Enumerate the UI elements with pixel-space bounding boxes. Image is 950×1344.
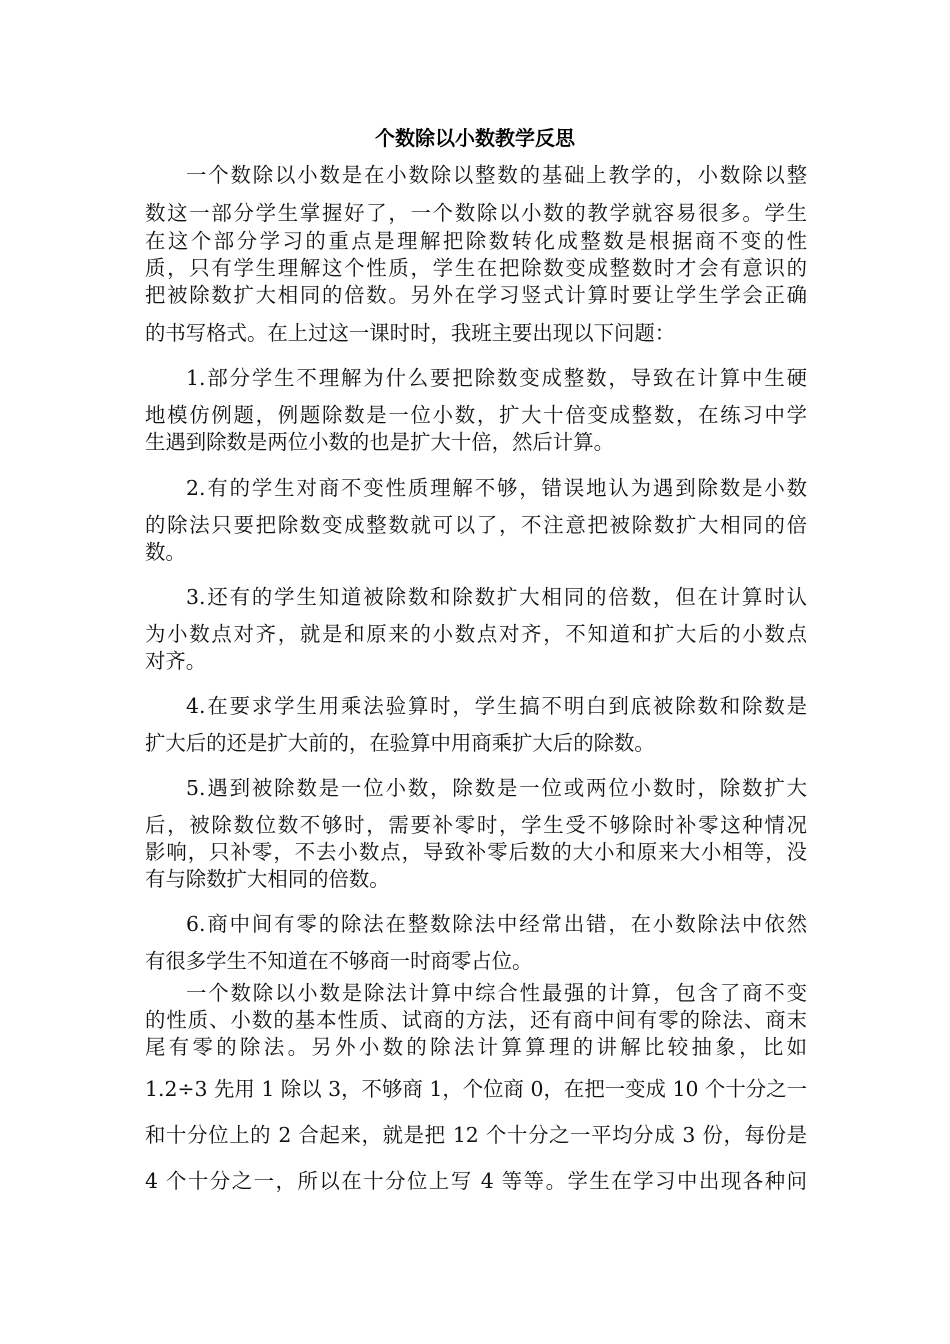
paragraph-line: 4 个十分之一，所以在十分位上写 4 等等。学生在学习中出现各种问 [145, 1169, 807, 1193]
paragraph-line: 1.部分学生不理解为什么要把除数变成整数，导致在计算中生硬 [186, 366, 807, 390]
paragraph-line: 生遇到除数是两位小数的也是扩大十倍，然后计算。 [145, 430, 614, 454]
paragraph-line: 数。 [145, 540, 186, 564]
paragraph-line: 扩大后的还是扩大前的，在验算中用商乘扩大后的除数。 [145, 731, 655, 755]
paragraph-line: 1.2÷3 先用 1 除以 3，不够商 1，个位商 0，在把一变成 10 个十分之一 [145, 1077, 807, 1101]
paragraph-line: 影响，只补零，不去小数点，导致补零后数的大小和原来大小相等，没 [145, 840, 807, 864]
paragraph-line: 在这个部分学习的重点是理解把除数转化成整数是根据商不变的性 [145, 229, 807, 253]
paragraph-line: 的性质、小数的基本性质、试商的方法，还有商中间有零的除法、商末 [145, 1008, 807, 1032]
paragraph-line: 一个数除以小数是除法计算中综合性最强的计算，包含了商不变 [186, 981, 807, 1005]
document-title: 个数除以小数教学反思 [375, 126, 575, 150]
paragraph-line: 一个数除以小数是在小数除以整数的基础上教学的，小数除以整 [186, 163, 807, 187]
paragraph-line: 把被除数扩大相同的倍数。另外在学习竖式计算时要让学生学会正确 [145, 283, 807, 307]
paragraph-line: 4.在要求学生用乘法验算时，学生搞不明白到底被除数和除数是 [186, 694, 807, 718]
paragraph-line: 数这一部分学生掌握好了，一个数除以小数的教学就容易很多。学生 [145, 201, 807, 225]
paragraph-line: 5.遇到被除数是一位小数，除数是一位或两位小数时，除数扩大 [186, 776, 807, 800]
paragraph-line: 对齐。 [145, 649, 207, 673]
paragraph-line: 的书写格式。在上过这一课时时，我班主要出现以下问题： [145, 321, 676, 345]
paragraph-line: 质，只有学生理解这个性质，学生在把除数变成整数时才会有意识的 [145, 256, 807, 280]
paragraph-line: 3.还有的学生知道被除数和除数扩大相同的倍数，但在计算时认 [186, 585, 807, 609]
paragraph-line: 和十分位上的 2 合起来，就是把 12 个十分之一平均分成 3 份，每份是 [145, 1123, 807, 1147]
paragraph-line: 6.商中间有零的除法在整数除法中经常出错，在小数除法中依然 [186, 912, 807, 936]
paragraph-line: 为小数点对齐，就是和原来的小数点对齐，不知道和扩大后的小数点 [145, 622, 807, 646]
paragraph-line: 尾有零的除法。另外小数的除法计算算理的讲解比较抽象，比如 [145, 1035, 807, 1059]
paragraph-line: 有很多学生不知道在不够商一时商零占位。 [145, 949, 533, 973]
paragraph-line: 地模仿例题，例题除数是一位小数，扩大十倍变成整数，在练习中学 [145, 403, 807, 427]
paragraph-line: 的除法只要把除数变成整数就可以了，不注意把被除数扩大相同的倍 [145, 513, 807, 537]
paragraph-line: 后，被除数位数不够时，需要补零时，学生受不够除时补零这种情况 [145, 813, 807, 837]
paragraph-line: 2.有的学生对商不变性质理解不够，错误地认为遇到除数是小数 [186, 476, 807, 500]
paragraph-line: 有与除数扩大相同的倍数。 [145, 867, 390, 891]
